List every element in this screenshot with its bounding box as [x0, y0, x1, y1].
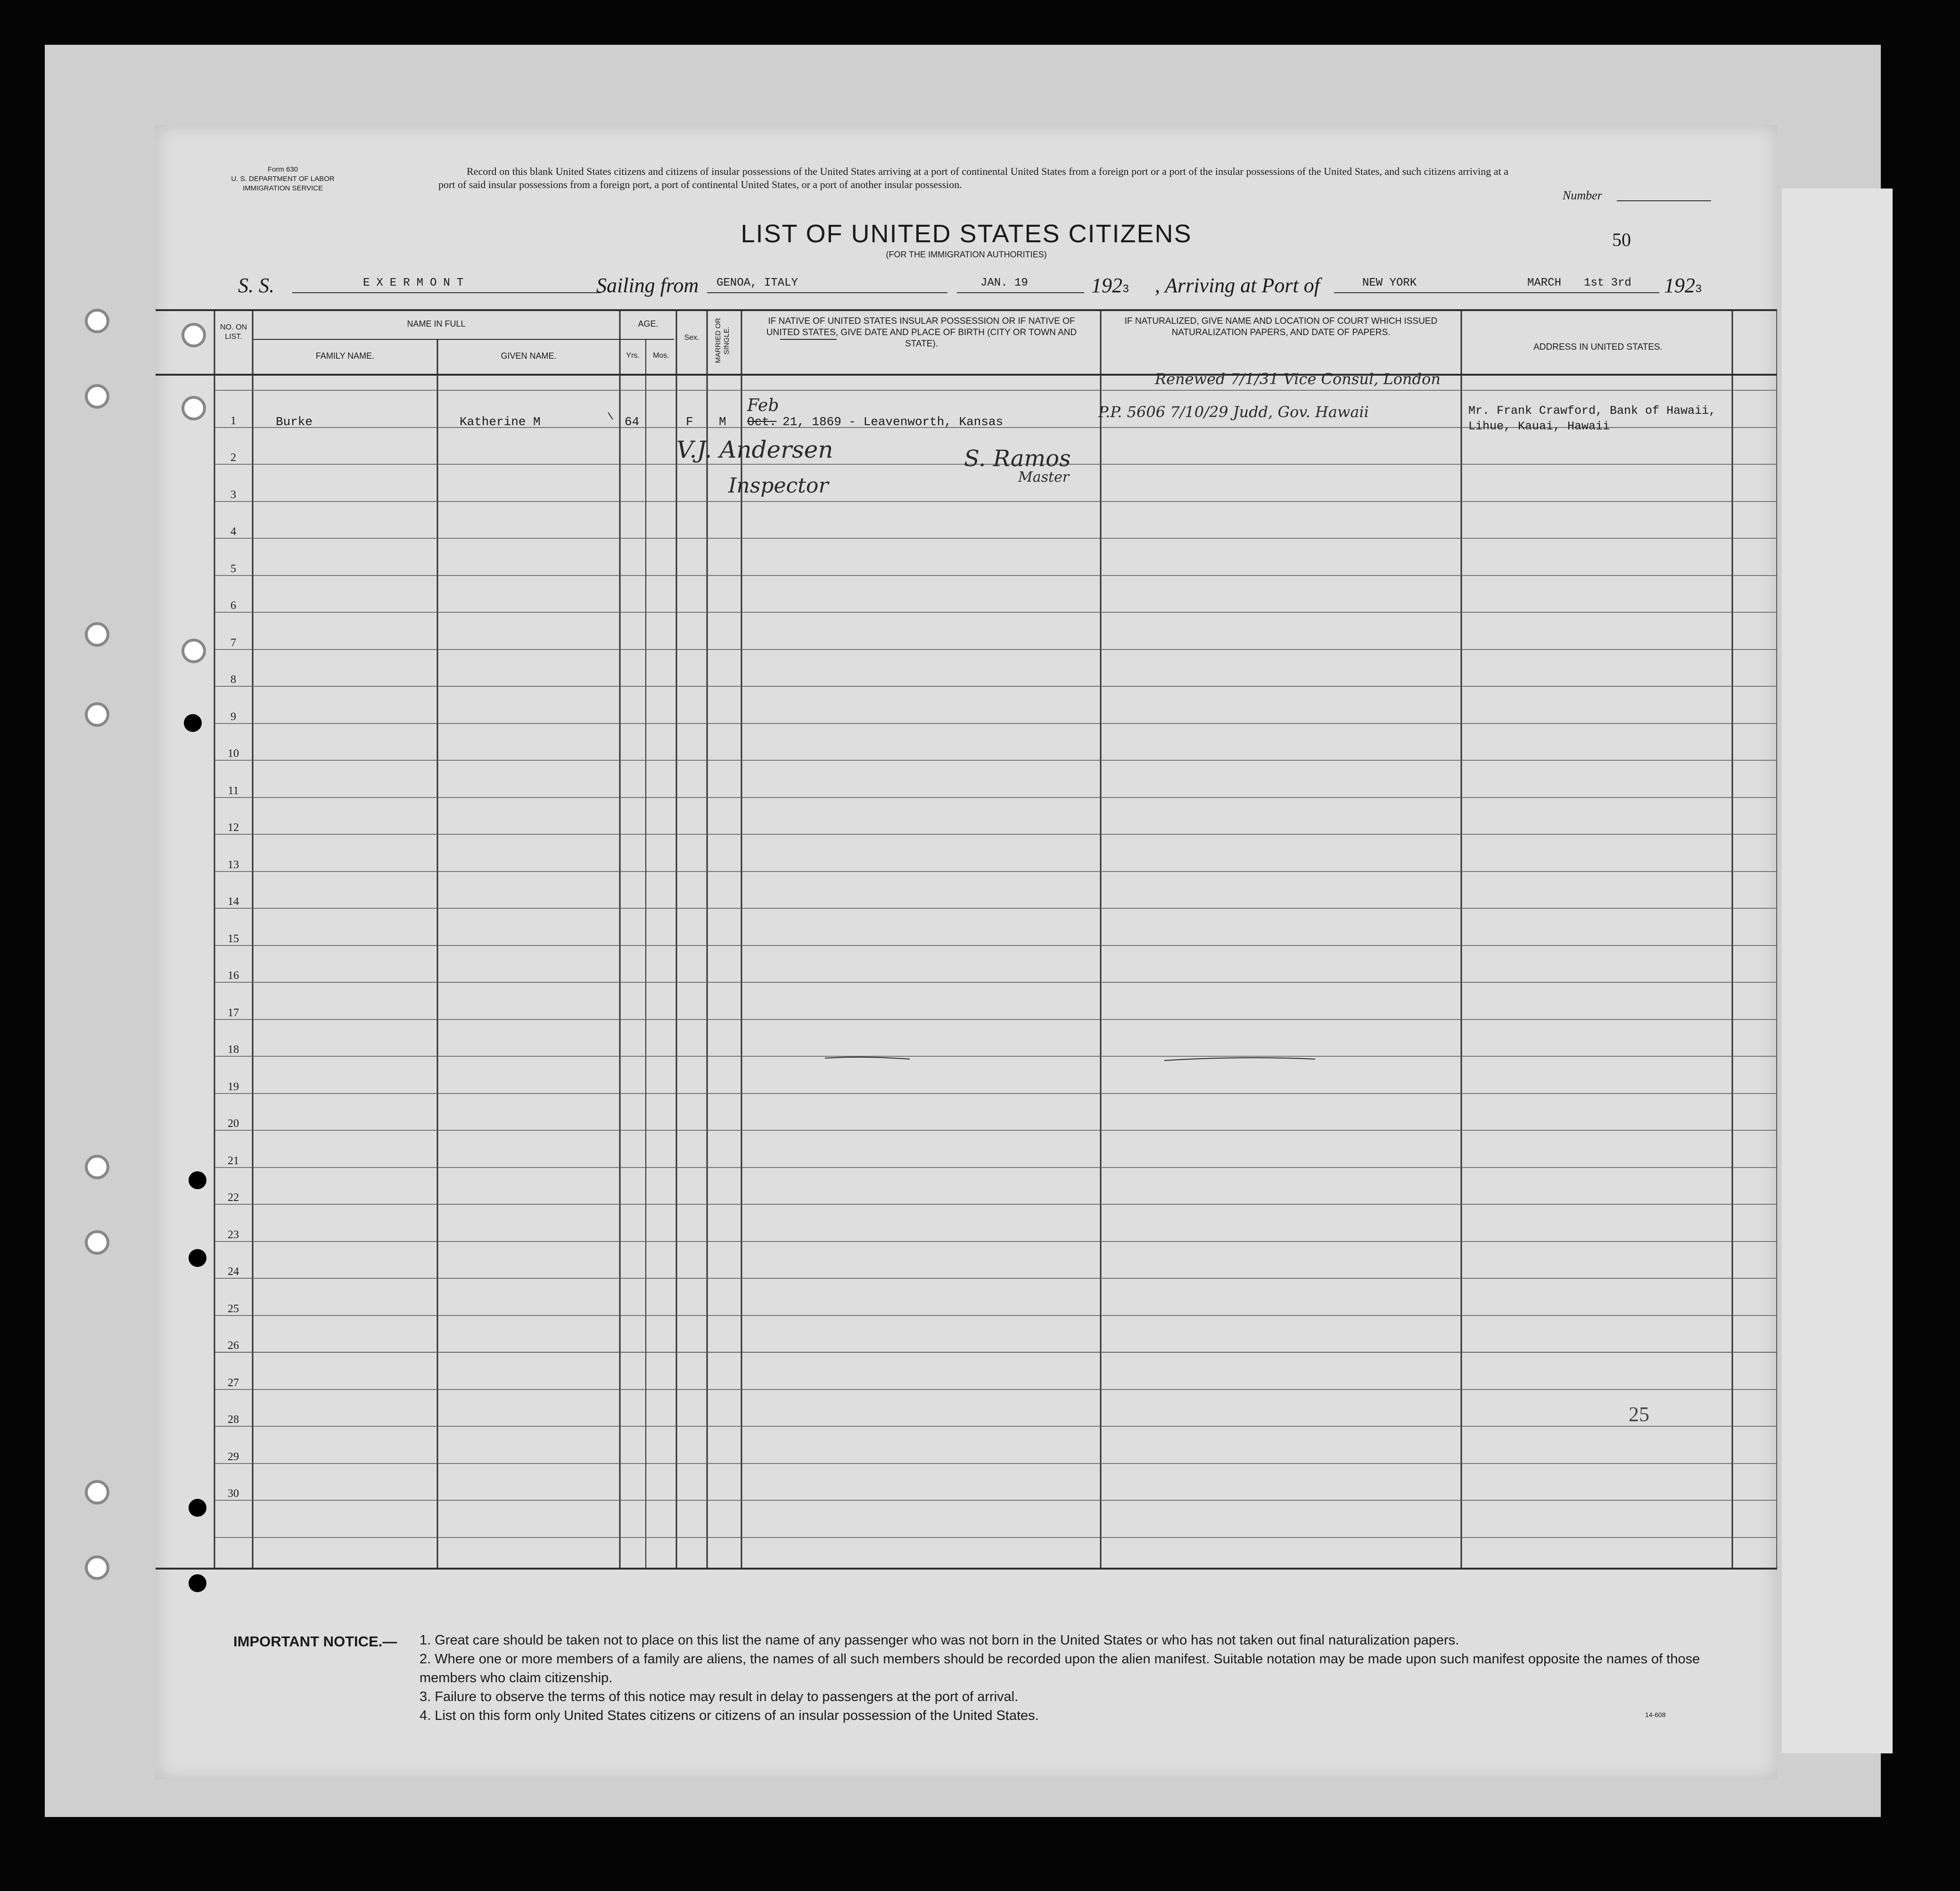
binder-hole [85, 309, 109, 333]
notice-items [420, 1631, 1754, 1725]
inspector-title: Inspector [728, 474, 829, 498]
entry-sex: F [686, 415, 693, 429]
binder-hole [85, 622, 109, 647]
header-given-name: GIVEN NAME. [501, 351, 557, 361]
header-address: ADDRESS IN UNITED STATES. [1533, 342, 1663, 352]
page-subtitle: (FOR THE IMMIGRATION AUTHORITIES) [886, 250, 1047, 259]
entry-marital: M [719, 415, 726, 429]
row-number: 12 [228, 822, 239, 834]
row-number: 14 [228, 896, 239, 908]
under-sheet-edge [1782, 189, 1893, 1753]
ss-label: S. S. [238, 274, 274, 297]
notice-item: 2. Where one or more members of a family are aliens, the names of all such members should be recorded upon the alien manifest. Suitable notation may be made upon such manifest opposite the names of those members who claim citizenship. [420, 1652, 1700, 1685]
row-number: 19 [228, 1081, 239, 1093]
port-from: GENOA, ITALY [716, 277, 798, 289]
entry-address-line-2: Lihue, Kauai, Hawaii [1468, 419, 1610, 433]
year-from: 1923 [1091, 274, 1129, 297]
header-birth: IF NATIVE OF UNITED STATES INSULAR POSSESSION OR IF NATIVE OF UNITED STATES, GIVE DATE AND PLACE OF BIRTH (CITY OR TOWN AND STATE). [766, 316, 1077, 349]
inspector-signature: V.J. Andersen [676, 436, 833, 463]
binder-hole [85, 1555, 109, 1580]
footer-code: 14-608 [1645, 1711, 1666, 1718]
arriving-label: , Arriving at Port of [1155, 274, 1320, 297]
header-age: AGE. [638, 319, 659, 329]
row-number: 23 [228, 1229, 239, 1241]
row-number: 8 [231, 674, 236, 686]
notice-item: 1. Great care should be taken not to place on this list the name of any passenger who was not born in the United States or who has not taken out final naturalization papers. [420, 1633, 1459, 1648]
day-to: 1st 3rd [1584, 277, 1631, 289]
entry-family-name: Burke [276, 415, 313, 429]
row-number: 3 [231, 489, 236, 501]
stamp-number: 25 [1629, 1403, 1649, 1426]
header-mos: Mos. [653, 352, 669, 360]
entry-naturalization-passport: P.P. 5606 7/10/29 Judd, Gov. Hawaii [1098, 403, 1369, 421]
row-number: 4 [231, 526, 236, 538]
header-yrs: Yrs. [626, 352, 640, 360]
row-number: 9 [231, 711, 236, 723]
service: IMMIGRATION SERVICE [242, 184, 323, 192]
entry-address-line-1: Mr. Frank Crawford, Bank of Hawaii, [1468, 404, 1716, 418]
entry-birth-month-struck: Oct. [747, 415, 777, 429]
port-to: NEW YORK [1362, 277, 1417, 289]
row-number: 25 [228, 1303, 239, 1315]
row-number: 26 [228, 1340, 239, 1352]
row-number: 24 [228, 1266, 239, 1278]
row-number: 6 [231, 600, 236, 612]
header-naturalized: IF NATURALIZED, GIVE NAME AND LOCATION OF COURT WHICH ISSUED NATURALIZATION PAPERS, AND DATE OF PAPERS. [1124, 316, 1438, 337]
binder-hole [85, 702, 109, 727]
row-number: 7 [231, 637, 236, 649]
entry-given-name: Katherine M [460, 415, 541, 429]
entry-birth-details: 21, 1869 - Leavenworth, Kansas [782, 415, 1004, 429]
row-number: 16 [228, 970, 239, 982]
notice-label: IMPORTANT NOTICE.— [233, 1633, 397, 1650]
binder-hole [85, 1480, 109, 1505]
master-title: Master [1018, 469, 1070, 485]
header-name-in-full: NAME IN FULL [407, 319, 466, 329]
header-family-name: FAMILY NAME. [315, 351, 375, 361]
row-number: 20 [228, 1118, 239, 1130]
sailing-label: Sailing from [596, 274, 699, 297]
binder-hole [85, 384, 109, 409]
row-number: 22 [228, 1192, 239, 1204]
master-signature: S. Ramos [964, 445, 1071, 472]
department: U. S. DEPARTMENT OF LABOR [231, 175, 335, 183]
number-label: Number [1563, 189, 1602, 202]
row-number: 29 [228, 1451, 239, 1463]
page-number: 50 [1612, 229, 1631, 250]
row-number: 11 [228, 785, 239, 797]
row-number: 17 [228, 1007, 239, 1019]
row-number: 10 [228, 748, 239, 760]
row-number: 28 [228, 1414, 239, 1426]
ship-name: EXERMONT [363, 277, 470, 289]
notice-item: 4. List on this form only United States citizens or citizens of an insular possession of the United States. [420, 1708, 1039, 1723]
notice-item: 3. Failure to observe the terms of this notice may result in delay to passengers at the port of arrival. [420, 1689, 1019, 1704]
page-title: LIST OF UNITED STATES CITIZENS [741, 220, 1192, 248]
form-number: Form 630 [267, 165, 298, 173]
annotation-strokes [608, 412, 1315, 1473]
manifest-sheet [156, 125, 1777, 1779]
entry-age-years: 64 [625, 415, 640, 429]
row-number: 1 [231, 415, 236, 427]
row-number: 30 [228, 1488, 239, 1500]
row-number: 21 [228, 1155, 239, 1167]
row-number: 5 [231, 563, 236, 575]
binder-hole [85, 1230, 109, 1255]
date-from: JAN. 19 [980, 277, 1028, 289]
binder-hole [85, 1155, 109, 1179]
header-sex: Sex. [684, 334, 700, 342]
row-number: 15 [228, 933, 239, 945]
month-to: MARCH [1527, 277, 1562, 289]
header-married: MARRIED OR SINGLE. [714, 318, 731, 363]
row-number: 13 [228, 859, 239, 871]
entry-birth-month-correction: Feb [747, 396, 779, 415]
year-to: 1923 [1664, 274, 1702, 297]
header-no: NO. ON LIST. [220, 323, 247, 341]
instructions: Record on this blank United States citizens and citizens of insular possessions of the United States arriving at a port of continental United States from a foreign port or a port of the insular possessions of the United States, and such citizens arriving at a port of said insular possessions from a foreign port, a port of continental United States, or a port of another insular possession. [438, 165, 1508, 190]
row-number: 27 [228, 1377, 239, 1389]
entry-naturalization-renewal: Renewed 7/1/31 Vice Consul, London [1155, 370, 1441, 388]
table-grid [156, 125, 1777, 1779]
row-number: 18 [228, 1044, 239, 1056]
row-number: 2 [231, 452, 236, 464]
